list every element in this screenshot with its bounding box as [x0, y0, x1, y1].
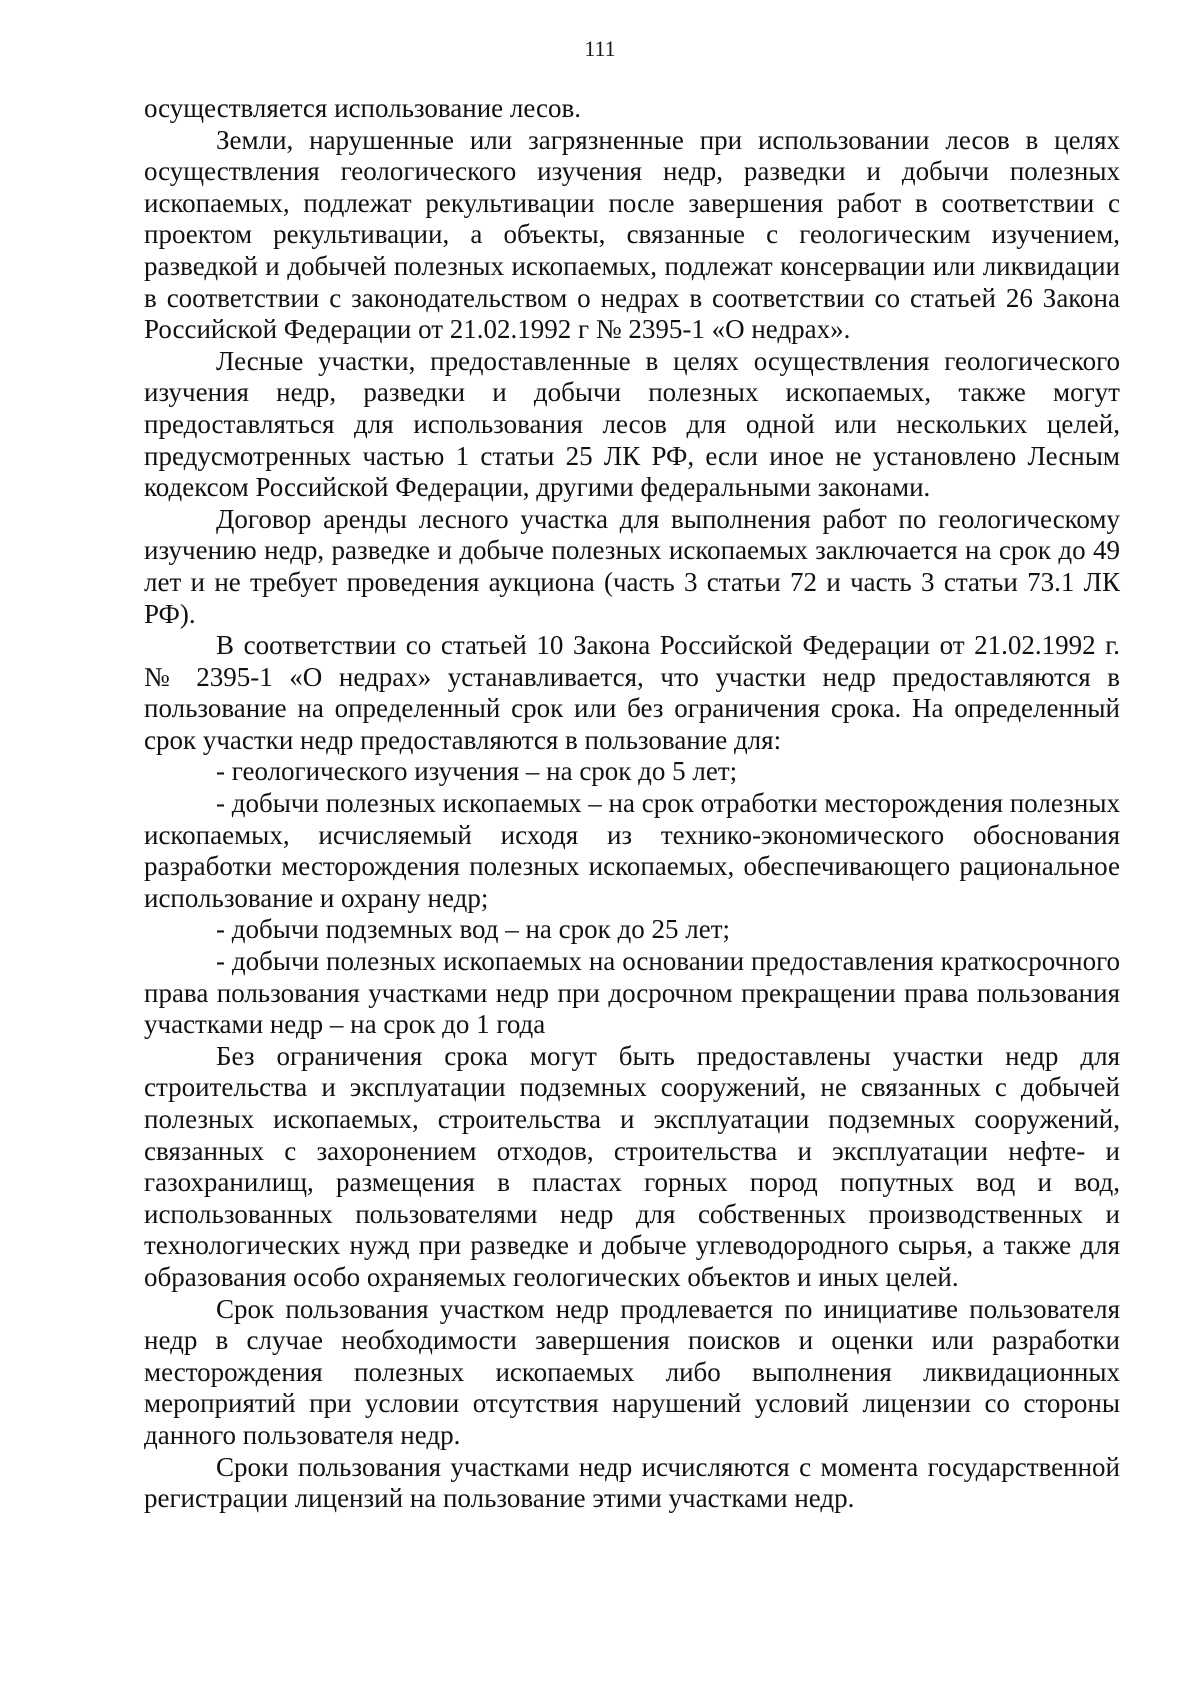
paragraph-subsoil-law: В соответствии со статьей 10 Закона Российской Федерации от 21.02.1992 г. № 2395-1 «О недрах» устанавливается, что участки недр предоставляются в пользование на определенный срок или без ограничения срока. На определенный срок участки недр предоставляются в пользование для:: [144, 630, 1120, 755]
paragraph-unlimited-term: Без ограничения срока могут быть предоставлены участки недр для строительства и эксплуатации подземных сооружений, не связанных с добычей полезных ископаемых, строительства и эксплуатации подземных сооружений, связанных с захоронением отходов, строительства и эксплуатации нефте- и газохранилищ, размещения в пластах горных пород попутных вод и вод, использованных пользователями недр для собственных производственных и технологических нужд при разведке и добыче углеводородного сырья, а также для образования особо охраняемых геологических объектов и иных целей.: [144, 1040, 1120, 1292]
paragraph-land-reclamation: Земли, нарушенные или загрязненные при использовании лесов в целях осуществления геологического изучения недр, разведки и добычи полезных ископаемых, подлежат рекультивации после завершения работ в соответствии с проектом рекультивации, а объекты, связанные с геологическим изучением, разведкой и добычей полезных ископаемых, подлежат консервации или ликвидации в соответствии с законодательством о недрах в соответствии со статьей 26 Закона Российской Федерации от 21.02.1992 г № 2395-1 «О недрах».: [144, 124, 1120, 345]
paragraph-term-extension: Срок пользования участком недр продлевается по инициативе пользователя недр в случае необходимости завершения поисков и оценки или разработки месторождения полезных ископаемых либо выполнения ликвидационных мероприятий при условии отсутствия нарушений условий лицензии со стороны данного пользователя недр.: [144, 1293, 1120, 1450]
paragraph-lease-agreement: Договор аренды лесного участка для выполнения работ по геологическому изучению недр, разведке и добыче полезных ископаемых заключается на срок до 49 лет и не требует проведения аукциона (часть 3 статьи 72 и часть 3 статьи 73.1 ЛК РФ).: [144, 503, 1120, 629]
page-number: 111: [584, 36, 616, 61]
list-item-groundwater: - добычи подземных вод – на срок до 25 лет;: [216, 914, 731, 945]
list-item-mineral-extraction: - добычи полезных ископаемых – на срок отработки месторождения полезных ископаемых, исчисляемый исходя из технико-экономического обоснования разработки месторождения полезных ископаемых, обеспечивающего рациональное использование и охрану недр;: [144, 788, 1120, 913]
paragraph-term-calculation: Сроки пользования участками недр исчисляются с момента государственной регистрации лицензий на пользование этими участками недр.: [144, 1451, 1120, 1514]
paragraph-forest-plots-use: Лесные участки, предоставленные в целях осуществления геологического изучения недр, разведки и добычи полезных ископаемых, также могут предоставляться для использования лесов для одной или нескольких целей, предусмотренных частью 1 статьи 25 ЛК РФ, если иное не установлено Лесным кодексом Российской Федерации, другими федеральными законами.: [144, 345, 1120, 503]
paragraph-continuation: осуществляется использование лесов.: [144, 93, 582, 123]
list-item-short-term-right: - добычи полезных ископаемых на основании предоставления краткосрочного права пользования участками недр при досрочном прекращении права пользования участками недр – на срок до 1 года: [144, 946, 1120, 1040]
document-body: [144, 93, 1120, 1515]
list-item-geological-study: - геологического изучения – на срок до 5 лет;: [216, 756, 738, 787]
